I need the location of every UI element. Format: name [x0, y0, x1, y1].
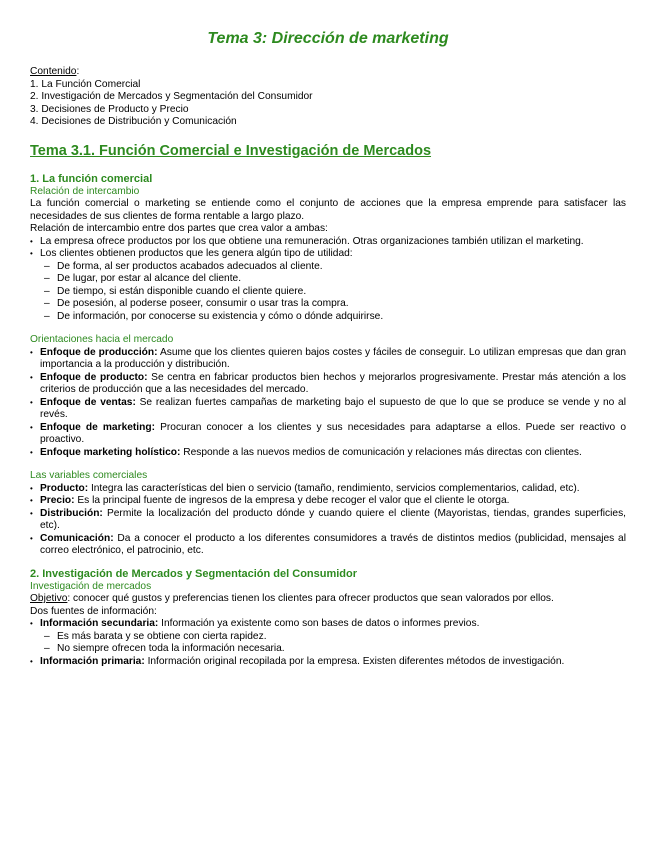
definition: Responde a las nuevos medios de comunicación y relaciones más directas con clientes.: [180, 446, 582, 458]
definition: Permite la localización del producto dónde y cuando quiere el cliente (Mayoristas, tiendas, grandes superficies, etc).: [40, 507, 626, 531]
term: Enfoque de marketing:: [40, 421, 155, 433]
list-item: – De tiempo, si están disponible cuando el cliente quiere.: [30, 286, 626, 299]
list-item: – De información, por conocerse su existencia y cómo o dónde adquirirse.: [30, 311, 626, 324]
orientation-list: [30, 347, 626, 460]
term: Enfoque de producción:: [40, 346, 158, 358]
list-item: [30, 372, 626, 397]
section-title: Tema 3.1. Función Comercial e Investigación de Mercados: [30, 142, 432, 159]
list-item: – De posesión, al poderse poseer, consumir o usar tras la compra.: [30, 298, 626, 311]
definition: Se realizan fuertes campañas de marketing bajo el supuesto de que lo que se produce se vende y no al revés.: [40, 396, 626, 420]
term: Comunicación:: [40, 532, 114, 544]
contents-item: 1. La Función Comercial: [30, 78, 141, 90]
objetivo-text: : conocer qué gustos y preferencias tienen los clientes para ofrecer productos que sean valorados por ellos.: [67, 593, 554, 604]
list-item-text: Los clientes obtienen productos que les genera algún tipo de utilidad:: [40, 248, 353, 259]
definition: Es la principal fuente de ingresos de la empresa y debe recoger el valor que el cliente le otorga.: [74, 495, 510, 506]
definition: Se centra en fabricar productos bien hechos y mejorarlos progresivamente. Prestar más atención a los criterios de producción que a las necesidades del mercado.: [40, 371, 627, 395]
list-item: • La empresa ofrece productos por los que obtiene una remuneración. Otras organizaciones también utilizan el marketing.: [30, 236, 626, 249]
definition: Información original recopilada por la empresa. Existen diferentes métodos de investigación.: [144, 655, 565, 667]
contents-label: Contenido: [30, 66, 77, 77]
sources-list: [30, 618, 626, 631]
utility-list: [30, 261, 626, 324]
contents-item: 3. Decisiones de Producto y Precio: [30, 103, 189, 115]
contents-colon: :: [76, 66, 80, 77]
term: Producto:: [40, 482, 89, 494]
contents-item: 4. Decisiones de Distribución y Comunicación: [30, 116, 237, 127]
definition: Asume que los clientes quieren bajos costes y fáciles de conseguir. Lo utilizan empresas que dan gran importancia a la producción y distribución.: [40, 346, 626, 370]
list-item: [30, 347, 626, 372]
subheading-intercambio: Relación de intercambio: [30, 185, 140, 197]
list-item: [30, 483, 626, 496]
list-item: [30, 422, 626, 447]
definition: Da a conocer el producto a los diferentes consumidores a través de distintos medios (publicidad, mensajes al correo electrónico, el patrocinio, etc.: [40, 532, 626, 556]
secondary-points: [30, 631, 626, 656]
list-item: [30, 656, 626, 669]
list-item: – De forma, al ser productos acabados adecuados al cliente.: [30, 261, 626, 274]
list-item: [30, 248, 626, 261]
list-item: [30, 618, 626, 631]
definition: Procuran conocer a los clientes y sus necesidades para adaptarse a ellos. Puede ser reactivo o proactivo.: [40, 421, 626, 445]
paragraph: La función comercial o marketing se entiende como el conjunto de acciones que la empresa emprende para satisfacer las necesidades de sus clientes de forma rentable a largo plazo.: [30, 198, 626, 222]
paragraph: Relación de intercambio entre dos partes que crea valor a ambas:: [30, 223, 328, 234]
term: Información primaria:: [40, 655, 145, 667]
subheading-investigacion: Investigación de mercados: [30, 580, 152, 592]
subheading-orientaciones: Orientaciones hacia el mercado: [30, 334, 174, 345]
contents-heading: [30, 66, 626, 79]
paragraph-objetivo: [30, 593, 626, 606]
list-item: [30, 447, 626, 460]
variables-list: [30, 483, 626, 558]
list-item: – De lugar, por estar al alcance del cliente.: [30, 273, 626, 286]
document-title: Tema 3: Dirección de marketing: [207, 30, 449, 47]
table-of-contents: [30, 66, 626, 129]
objetivo-label: Objetivo: [30, 593, 68, 604]
subheading-variables: Las variables comerciales: [30, 470, 148, 481]
term: Enfoque de producto:: [40, 371, 148, 383]
subsection-title-funcion-comercial: 1. La función comercial: [30, 172, 153, 185]
list-item: [30, 495, 626, 508]
term: Enfoque marketing holístico:: [40, 446, 181, 458]
term: Distribución:: [40, 507, 103, 519]
paragraph: Dos fuentes de información:: [30, 605, 157, 617]
exchange-list: [30, 236, 626, 261]
list-item: [30, 533, 626, 558]
sources-list-2: [30, 656, 626, 669]
list-item: [30, 508, 626, 533]
term: Información secundaria:: [40, 618, 159, 629]
list-item: – Es más barata y se obtiene con cierta rapidez.: [30, 631, 626, 644]
subsection-title-investigacion: 2. Investigación de Mercados y Segmentación del Consumidor: [30, 567, 358, 580]
definition: Integra las características del bien o servicio (tamaño, rendimiento, servicios complementarios, calidad, etc).: [88, 482, 580, 494]
contents-item: 2. Investigación de Mercados y Segmentación del Consumidor: [30, 91, 313, 102]
term: Enfoque de ventas:: [40, 396, 136, 408]
list-item: – No siempre ofrecen toda la información necesaria.: [30, 643, 626, 656]
definition: Información ya existente como son bases de datos o informes previos.: [158, 618, 480, 629]
term: Precio:: [40, 495, 75, 506]
list-item: [30, 397, 626, 422]
